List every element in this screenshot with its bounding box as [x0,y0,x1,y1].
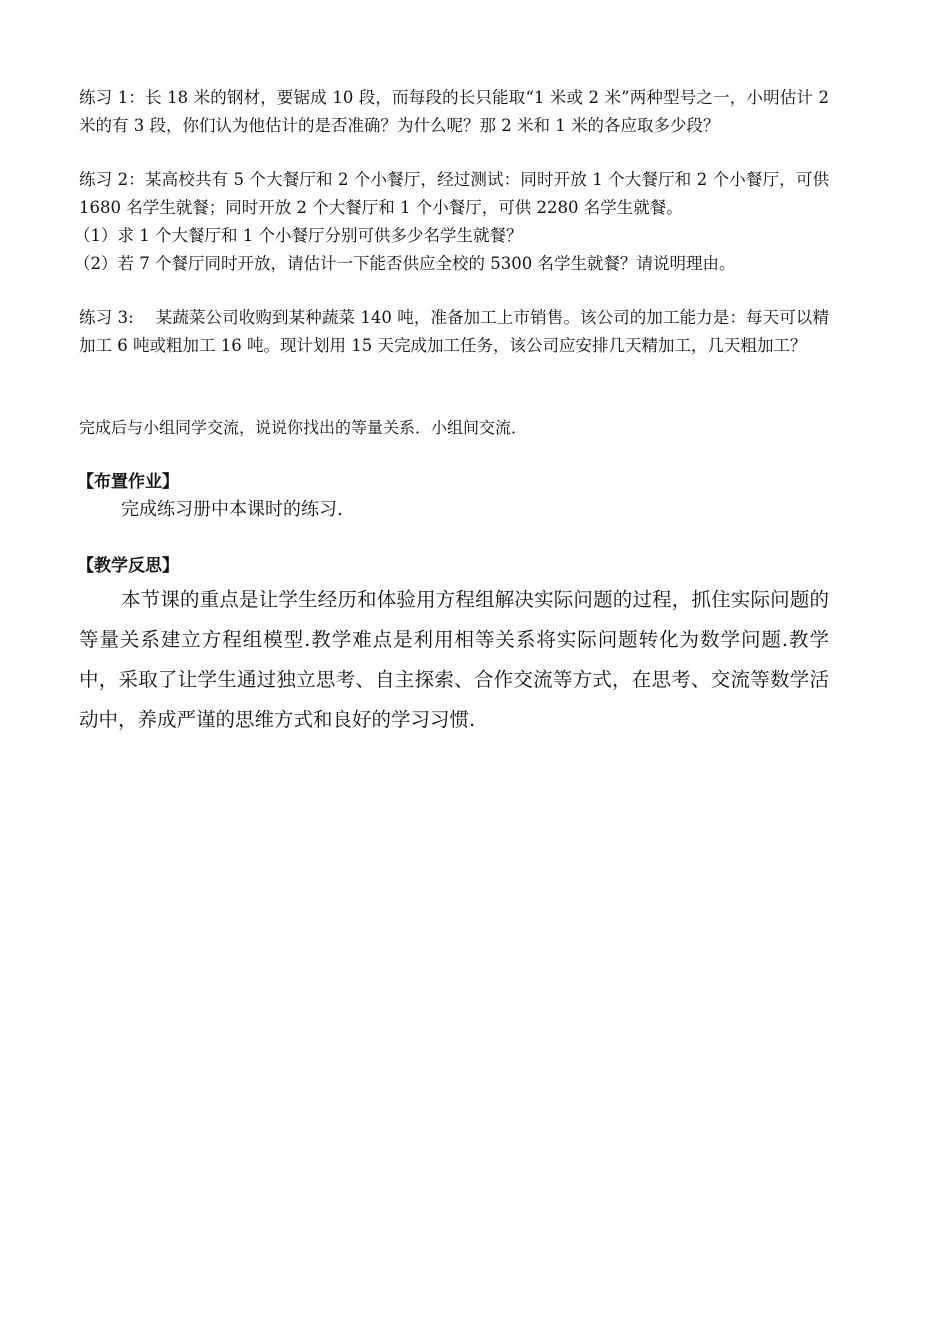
exercise-2: 练习 2：某高校共有 5 个大餐厅和 2 个小餐厅，经过测试：同时开放 1 个大餐厅和 2 个小餐厅，可供 1680 名学生就餐；同时开放 2 个大餐厅和 1 个小餐厅，可供 2280 名学生就餐。 [79,170,829,217]
homework-heading: 【布置作业】 [77,472,179,492]
exercise-2-question-1: （1）求 1 个大餐厅和 1 个小餐厅分别可供多少名学生就餐？ [74,226,523,245]
reflection-text: 本节课的重点是让学生经历和体验用方程组解决实际问题的过程，抓住实际问题的等量关系建立方程组模型.教学难点是利用相等关系将实际问题转化为数学问题.教学中，采取了让学生通过独立思考、自主探索、合作交流等方式，在思考、交流等数学活动中，养成严谨的思维方式和良好的学习习惯. [79,588,829,731]
homework-text: 完成练习册中本课时的练习. [121,499,343,520]
summary-text: 完成后与小组同学交流，说说你找出的等量关系．小组间交流． [79,418,528,437]
exercise-3: 练习 3: 某蔬菜公司收购到某种蔬菜 140 吨，准备加工上市销售。该公司的加工能力是：每天可以精加工 6 吨或粗加工 16 吨。现计划用 15 天完成加工任务，该公司应安排几天精加工，几天粗加工？ [79,308,829,355]
reflection-heading: 【教学反思】 [77,556,179,576]
exercise-1: 练习 1：长 18 米的钢材，要锯成 10 段，而每段的长只能取“1 米或 2 米”两种型号之一，小明估计 2 米的有 3 段，你们认为他估计的是否准确？为什么呢？那 2 米和 1 米的各应取多少段？ [79,88,829,135]
exercise-2-question-2: （2）若 7 个餐厅同时开放，请估计一下能否供应全校的 5300 名学生就餐？请说明理由。 [74,254,736,273]
document-page [74,84,829,740]
